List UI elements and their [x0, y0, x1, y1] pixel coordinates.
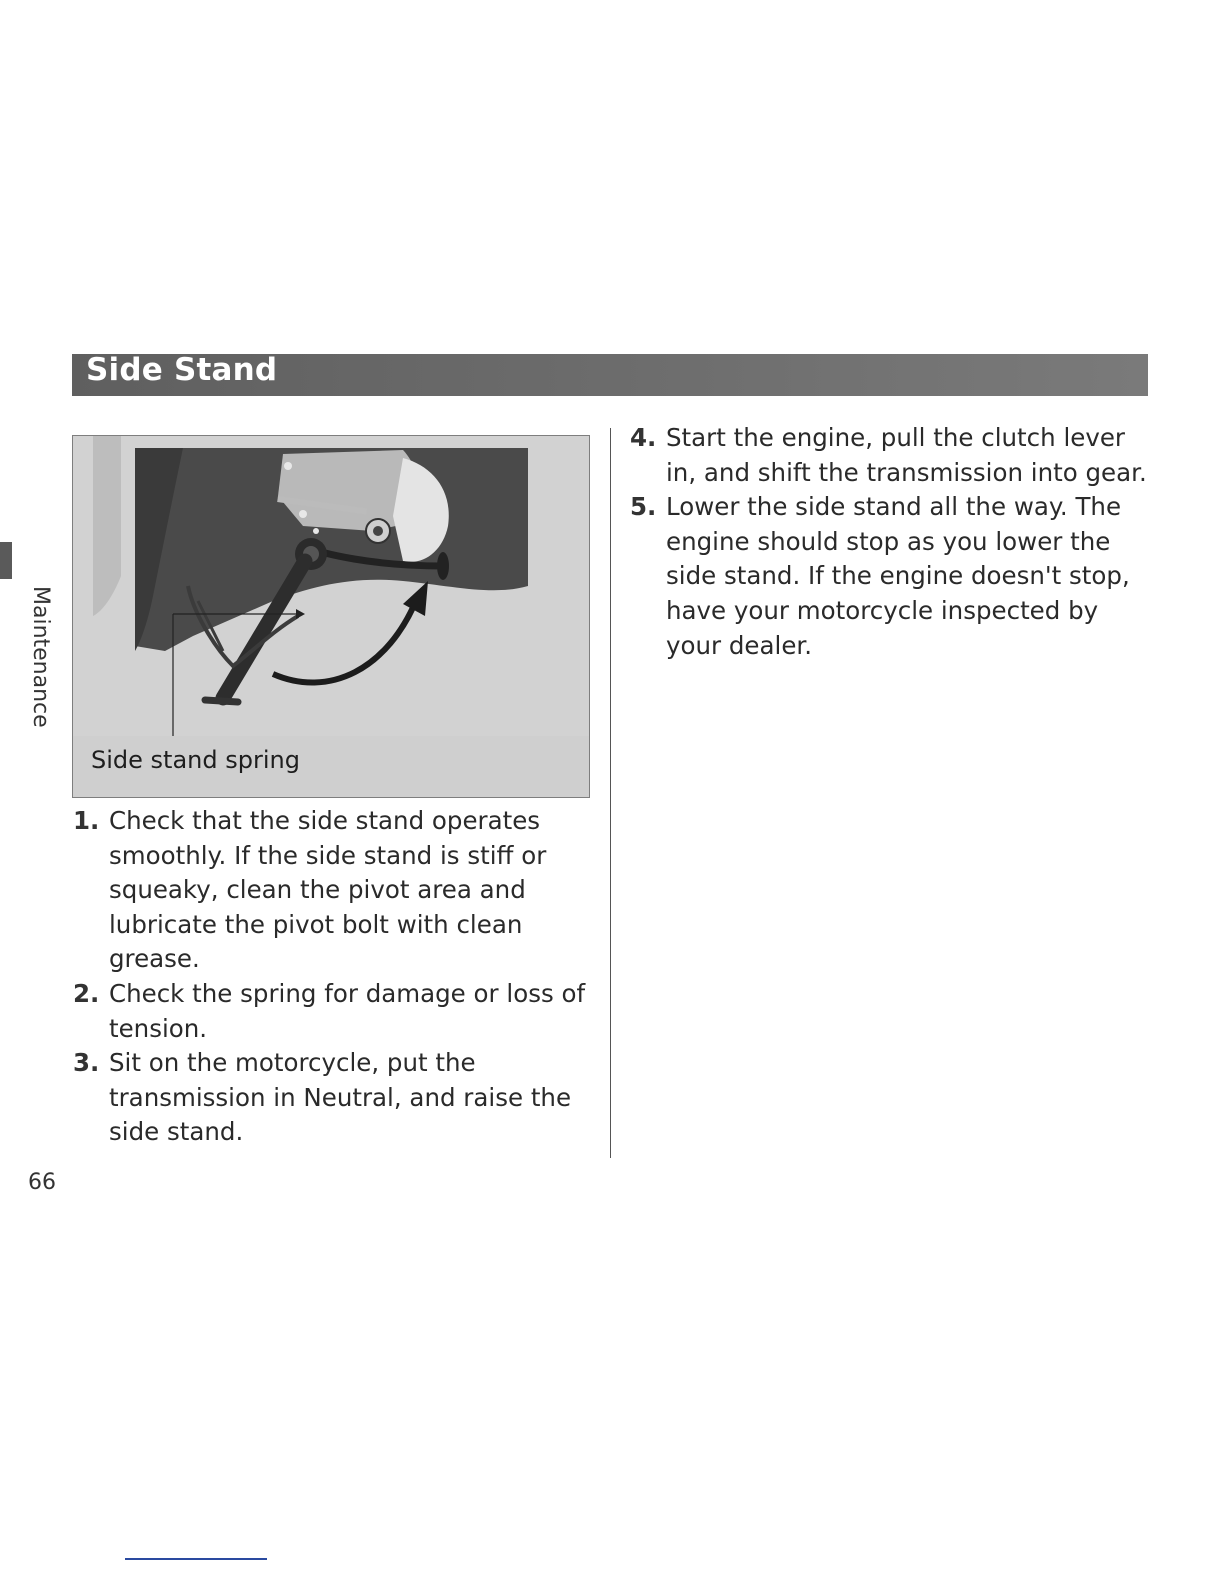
step-text: Lower the side stand all the way. The engine should stop as you lower the side stand. If the engine doesn't stop, have your motorcycle inspected by your dealer.	[666, 492, 1130, 660]
list-item	[630, 421, 1155, 490]
step-number: 4.	[630, 423, 657, 452]
figure-caption: Side stand spring	[91, 746, 300, 774]
steps-list-left	[73, 804, 603, 1150]
page-number: 66	[28, 1170, 56, 1195]
step-number: 5.	[630, 492, 657, 522]
column-divider	[610, 428, 611, 1158]
page-title: Side Stand	[86, 352, 278, 388]
steps-list-right	[630, 421, 1155, 663]
list-item	[73, 804, 603, 977]
section-title-bar	[72, 354, 1148, 396]
side-stand-illustration	[73, 436, 589, 797]
step-number: 2.	[73, 978, 100, 1008]
step-text: Start the engine, pull the clutch lever in, and shift the transmission into gear.	[666, 423, 1147, 487]
side-stand-figure	[72, 435, 590, 798]
step-text: Check that the side stand operates smoothly. If the side stand is stiff or squeaky, clean the pivot area and lubricate the pivot bolt with clean grease.	[109, 806, 547, 974]
section-tab-marker	[0, 542, 12, 579]
section-side-label: Maintenance	[28, 586, 53, 728]
list-item	[630, 490, 1155, 663]
list-item	[73, 977, 603, 1046]
footer-rule	[125, 1558, 267, 1560]
step-number: 3.	[73, 1048, 100, 1078]
step-number: 1.	[73, 806, 100, 835]
step-text: Check the spring for damage or loss of tension.	[109, 978, 586, 1043]
step-text: Sit on the motorcycle, put the transmission in Neutral, and raise the side stand.	[109, 1048, 572, 1147]
list-item	[73, 1046, 603, 1150]
